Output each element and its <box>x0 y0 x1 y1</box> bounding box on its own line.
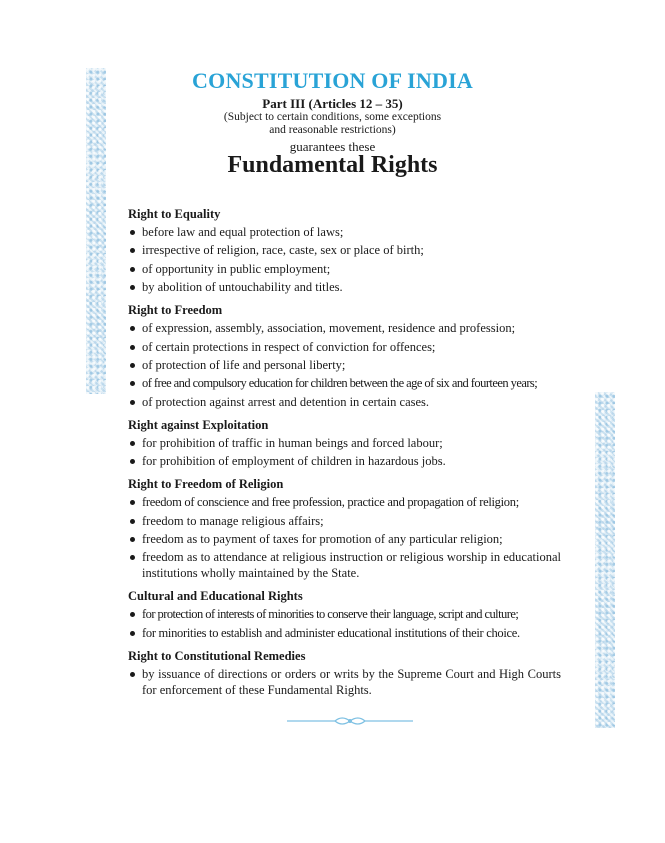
list-item: of opportunity in public employment; <box>128 261 561 277</box>
guarantees-text: guarantees these <box>289 139 376 154</box>
list-item: freedom as to payment of taxes for promotion of any particular religion; <box>128 531 561 547</box>
list-item: freedom of conscience and free profession, practice and propagation of religion; <box>128 494 561 510</box>
section-right-to-freedom-of-religion <box>128 476 561 581</box>
list-item: for minorities to establish and administer educational institutions of their choice. <box>128 625 561 641</box>
rights-list <box>128 206 561 700</box>
list-item: of protection against arrest and detention in certain cases. <box>128 394 561 410</box>
section-title: Right to Freedom <box>128 303 223 318</box>
section-title: Right to Constitutional Remedies <box>128 648 306 663</box>
list-item: of expression, assembly, association, movement, residence and profession; <box>128 320 561 336</box>
section-right-to-equality <box>128 206 561 295</box>
decorative-strip-right <box>595 392 615 728</box>
section-cultural-and-educational-rights <box>128 588 561 640</box>
page-title: CONSTITUTION OF INDIA <box>192 68 473 93</box>
section-right-against-exploitation <box>128 417 561 469</box>
list-item: freedom as to attendance at religious instruction or religious worship in educational institutions wholly maintained by the State. <box>128 549 561 581</box>
list-item: for prohibition of traffic in human beings and forced labour; <box>128 435 561 451</box>
section-title: Right to Equality <box>128 207 221 221</box>
list-item: by issuance of directions or orders or writs by the Supreme Court and High Courts for enforcement of these Fundamental Rights. <box>128 666 561 698</box>
section-right-to-constitutional-remedies <box>128 648 561 698</box>
list-item: of free and compulsory education for children between the age of six and fourteen years; <box>128 375 561 391</box>
section-title: Right against Exploitation <box>128 417 269 432</box>
section-title: Right to Freedom of Religion <box>128 477 284 492</box>
main-heading: Fundamental Rights <box>227 152 438 178</box>
list-item: for prohibition of employment of children in hazardous jobs. <box>128 453 561 469</box>
section-right-to-freedom <box>128 302 561 410</box>
list-item: before law and equal protection of laws; <box>128 224 561 240</box>
conditions-note-line-1: (Subject to certain conditions, some exceptions <box>223 111 442 123</box>
list-item: of certain protections in respect of conviction for offences; <box>128 339 561 355</box>
list-item: of protection of life and personal liberty; <box>128 357 561 373</box>
list-item: freedom to manage religious affairs; <box>128 513 561 529</box>
list-item: for protection of interests of minorities to conserve their language, script and culture; <box>128 606 561 622</box>
list-item: irrespective of religion, race, caste, sex or place of birth; <box>128 242 561 258</box>
list-item: by abolition of untouchability and titles. <box>128 279 561 295</box>
section-title: Cultural and Educational Rights <box>128 589 303 604</box>
ornament-divider-icon <box>285 714 415 728</box>
part-subtitle: Part III (Articles 12 – 35) <box>262 96 403 111</box>
conditions-note-line-2: and reasonable restrictions) <box>269 124 396 136</box>
